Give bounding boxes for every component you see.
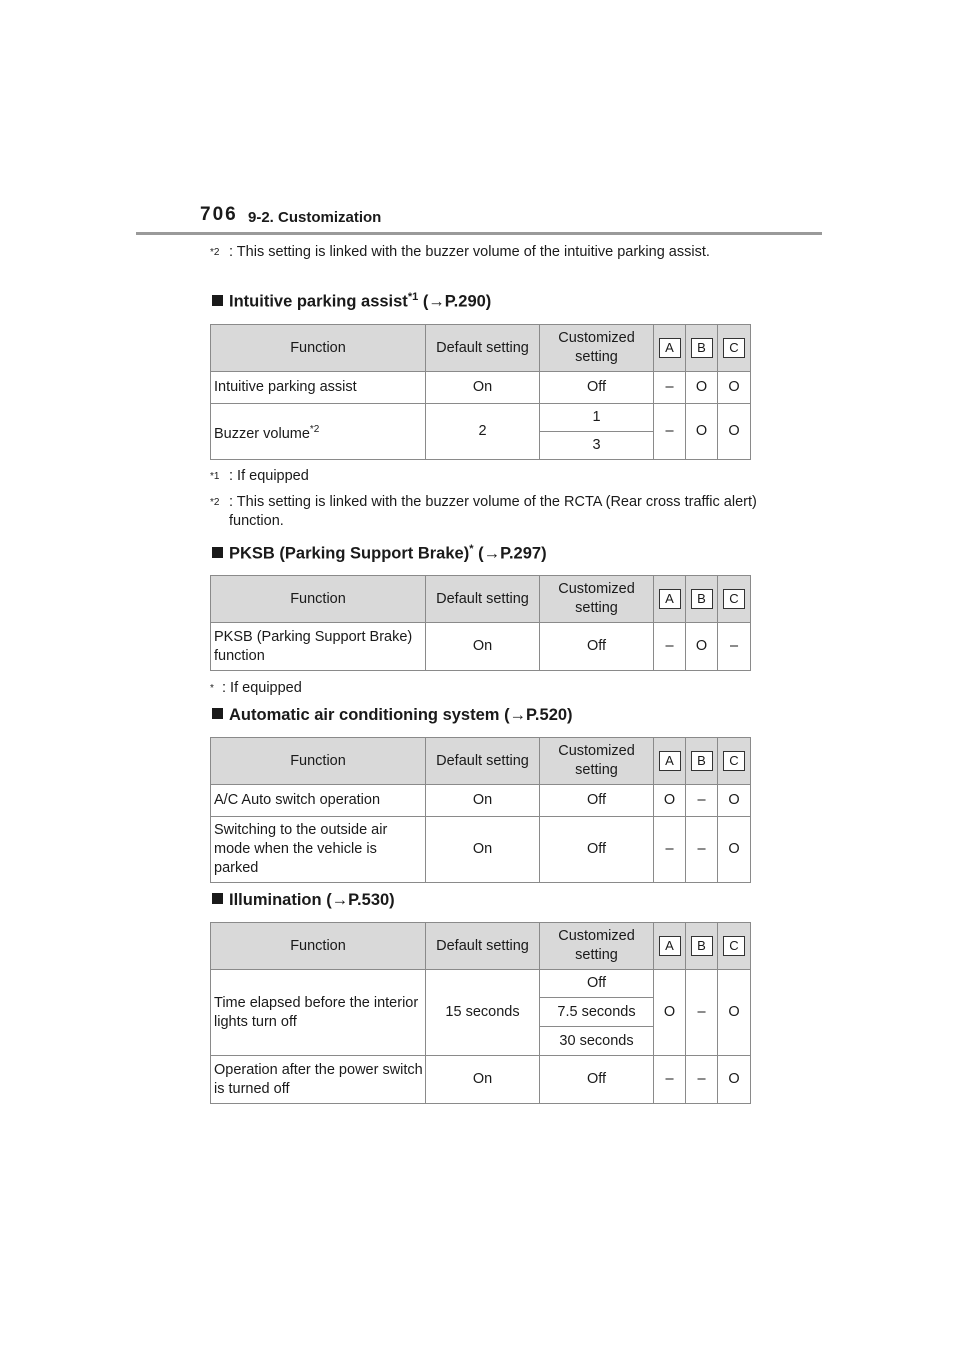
- column-c-label: C: [723, 589, 745, 609]
- footnote: $^{*2}$ : This setting is linked with the buzzer volume of the intuitive parking assist.: [210, 244, 710, 260]
- table-row: PKSB (Parking Support Brake) function On Off – O –: [211, 623, 751, 671]
- table-intuitive-parking-assist: [210, 324, 751, 460]
- table-header-row: Function Default setting Customized setting A B C: [211, 923, 751, 970]
- table-row: 7.5 seconds: [211, 998, 751, 1027]
- table-row: A/C Auto switch operation On Off O – O: [211, 785, 751, 817]
- square-bullet-icon: [212, 295, 223, 306]
- table-header-row: Function Default setting Customized setting A B C: [211, 325, 751, 372]
- column-a-label: A: [659, 338, 681, 358]
- section-heading-pksb: PKSB (Parking Support Brake)* (→P.297): [212, 543, 547, 564]
- section-title: 9-2. Customization: [248, 209, 382, 226]
- table-row: 30 seconds: [211, 1027, 751, 1056]
- column-b-label: B: [691, 589, 713, 609]
- column-a-label: A: [659, 751, 681, 771]
- column-c-label: C: [723, 751, 745, 771]
- footnote: $^{*2}$ : This setting is linked with the buzzer volume of the RCTA (Rear cross traffic alert) function.: [210, 494, 757, 529]
- table-air-conditioning: [210, 737, 751, 883]
- square-bullet-icon: [212, 893, 223, 904]
- column-b-label: B: [691, 338, 713, 358]
- header-rule: [136, 232, 822, 235]
- square-bullet-icon: [212, 547, 223, 558]
- table-header-row: Function Default setting Customized setting A B C: [211, 576, 751, 623]
- section-heading-air-conditioning: Automatic air conditioning system (→P.520): [212, 706, 573, 725]
- column-a-label: A: [659, 936, 681, 956]
- table-illumination: [210, 922, 751, 1104]
- table-row: 3: [211, 432, 751, 460]
- table-row: Buzzer volume$^{*2}$ 2 1 – O O: [211, 404, 751, 432]
- page-header: [200, 204, 822, 234]
- column-c-label: C: [723, 338, 745, 358]
- table-pksb: [210, 575, 751, 671]
- footnote: $^{*1}$ : If equipped: [210, 468, 309, 484]
- section-heading-intuitive-parking-assist: Intuitive parking assist$^{*1}$ (→P.290): [212, 291, 491, 312]
- table-row: Switching to the outside air mode when the vehicle is parked On Off – – O: [211, 817, 751, 883]
- column-b-label: B: [691, 751, 713, 771]
- footnote: * : If equipped: [210, 680, 302, 696]
- table-row: Operation after the power switch is turned off On Off – – O: [211, 1056, 751, 1104]
- page-number: 706: [200, 204, 238, 225]
- table-row: Time elapsed before the interior lights turn off 15 seconds Off O – O: [211, 970, 751, 998]
- column-b-label: B: [691, 936, 713, 956]
- section-heading-illumination: Illumination (→P.530): [212, 891, 395, 910]
- table-header-row: Function Default setting Customized setting A B C: [211, 738, 751, 785]
- table-row: Intuitive parking assist On Off – O O: [211, 372, 751, 404]
- square-bullet-icon: [212, 708, 223, 719]
- column-c-label: C: [723, 936, 745, 956]
- column-a-label: A: [659, 589, 681, 609]
